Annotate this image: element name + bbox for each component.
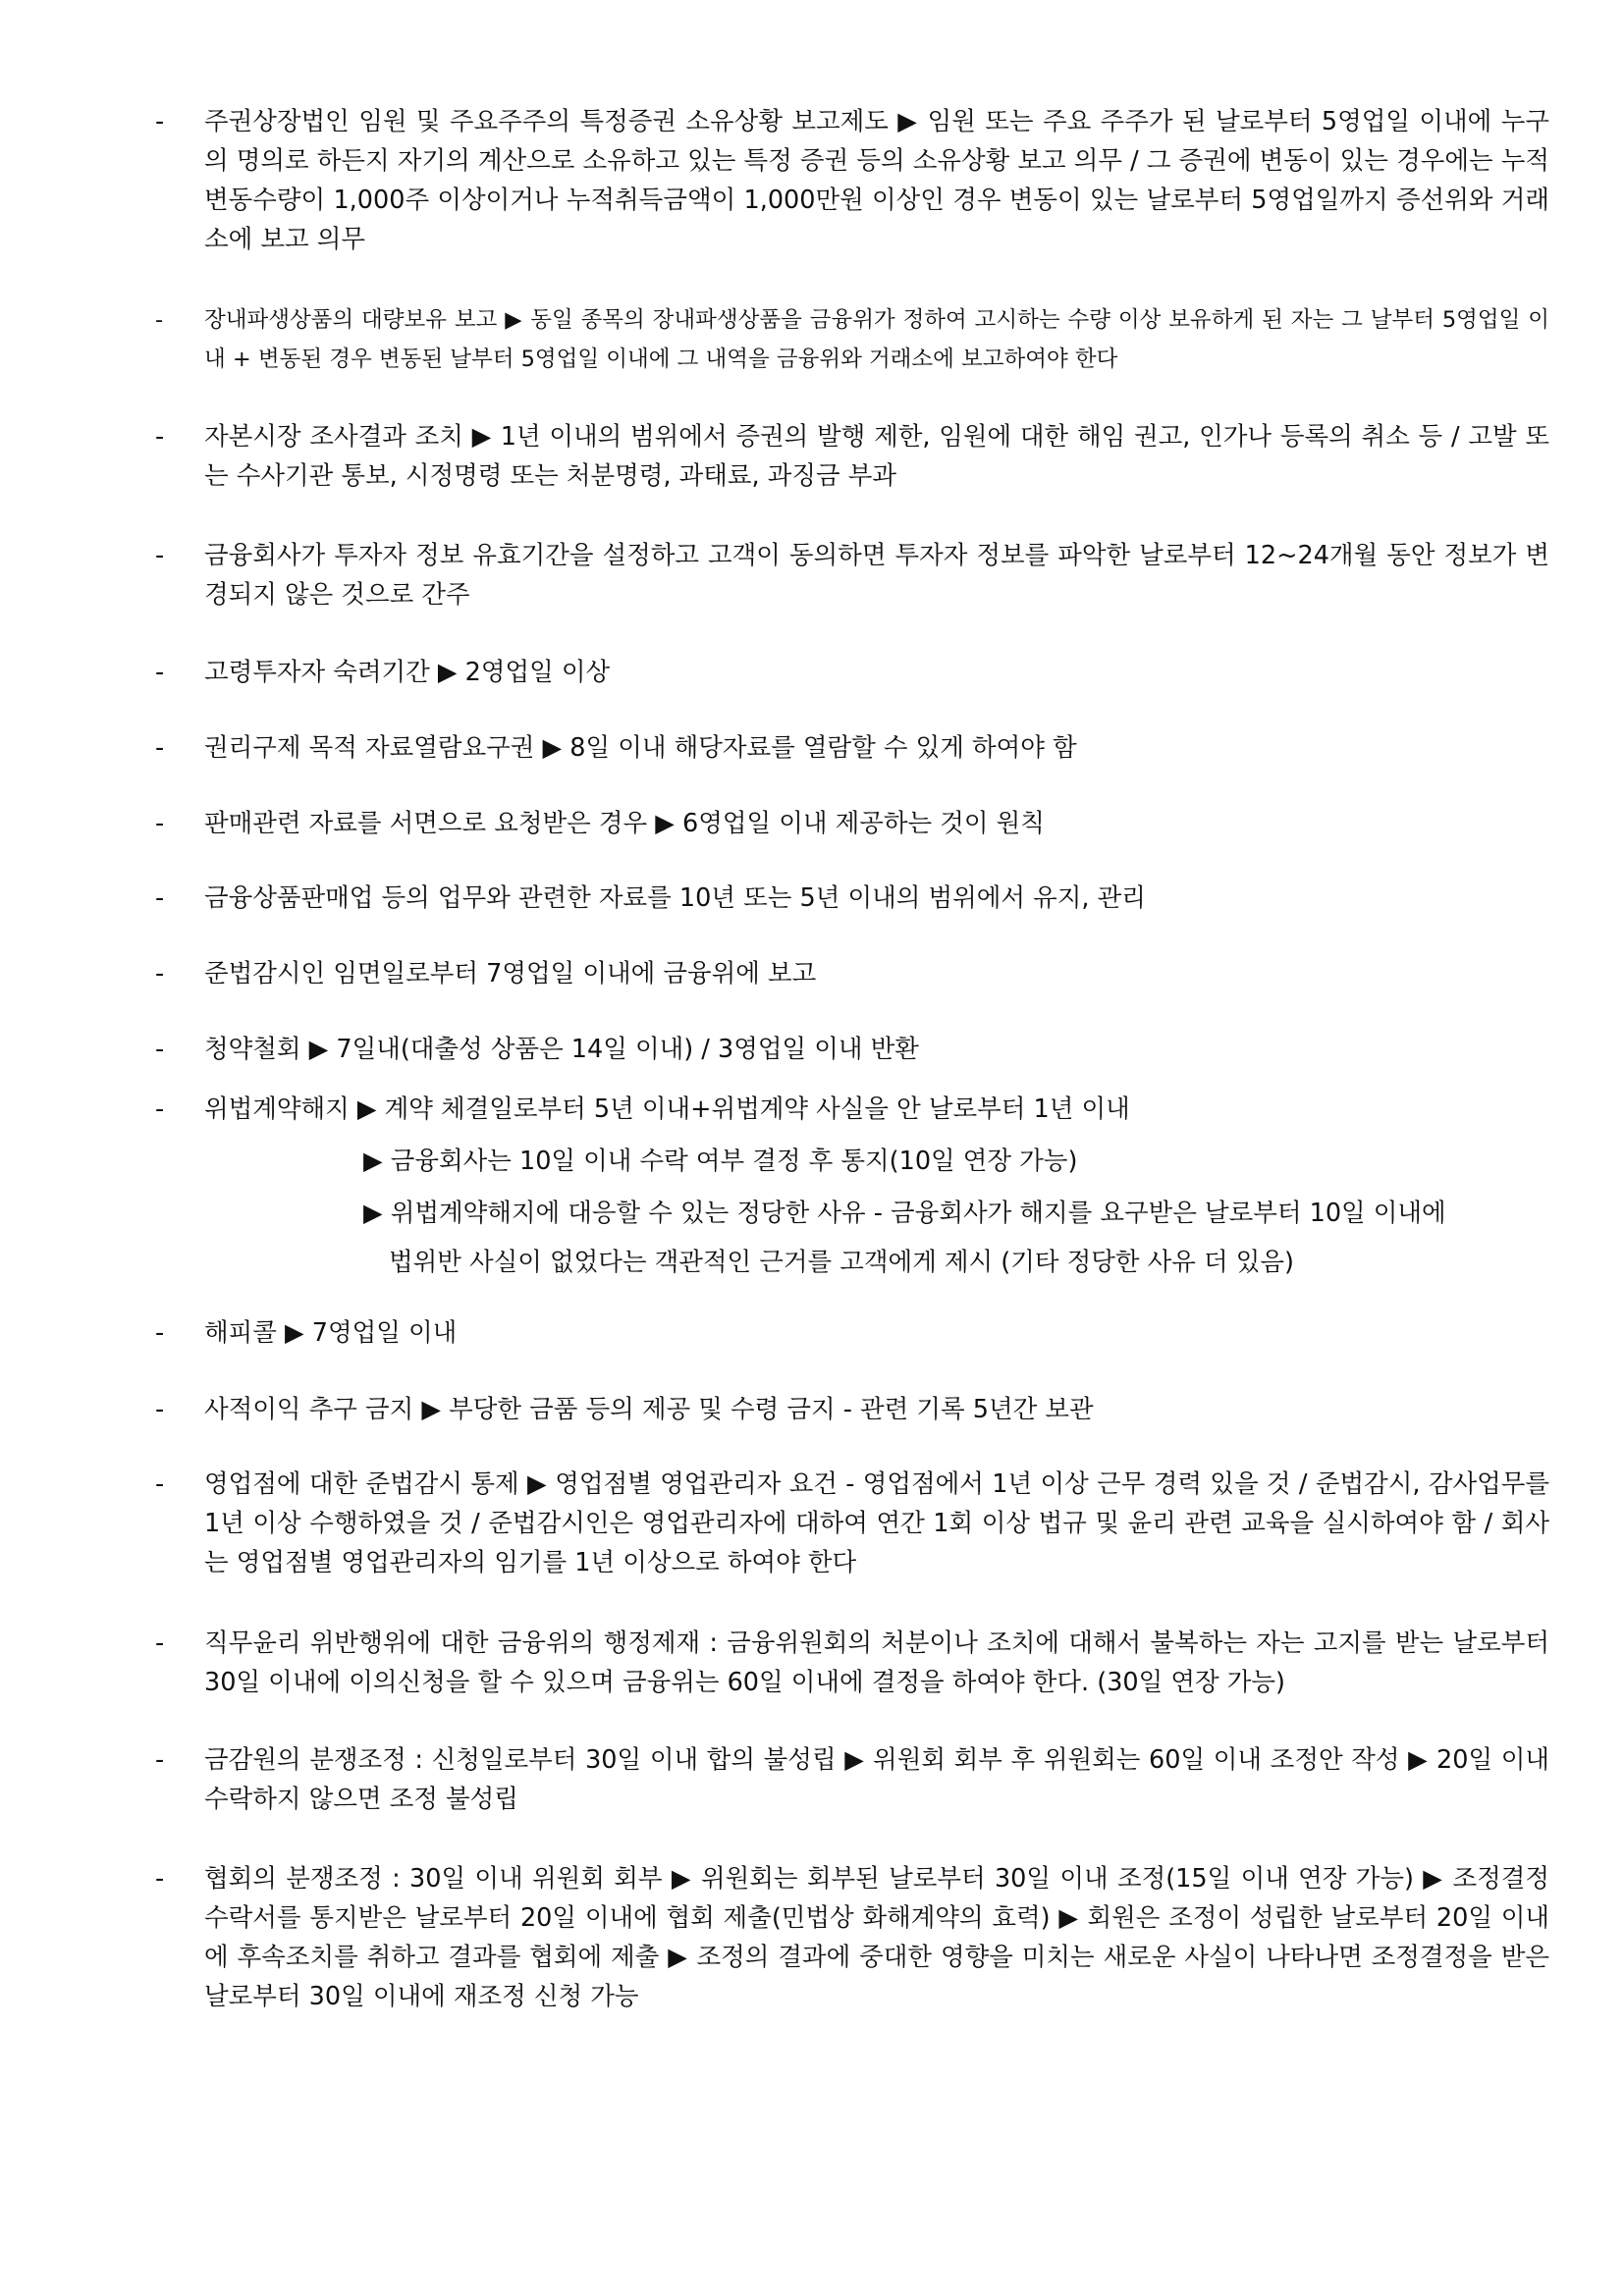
bullet-dash: - [155,809,165,838]
list-item [155,1859,1549,2024]
bullet-dash: - [155,107,165,136]
item-text: 위법계약해지 ▶ 계약 체결일로부터 5년 이내+위법계약 사실을 안 날로부터 1년 이내 [204,1095,1130,1124]
item-text: 준법감시인 임면일로부터 7영업일 이내에 금융위에 보고 [204,959,817,988]
list-item [155,300,1549,383]
item-text: 금감원의 분쟁조정 : 신청일로부터 30일 이내 합의 불성립 ▶ 위원회 회부 후 위원회는 60일 이내 조정안 작성 ▶ 20일 이내 수락하지 않으면 조정 불성립 [204,1745,1549,1814]
item-text: 영업점에 대한 준법감시 통제 ▶ 영업점별 영업관리자 요건 - 영업점에서 1년 이상 근무 경력 있을 것 / 준법감시, 감사업무를 1년 이상 수행하였을 것 / 준법감시인은 영업관리자에 대하여 연간 1회 이상 법규 및 윤리 관련 교육을 실시하여야 함 / 회사는 영업점별 영업관리자의 임기를 1년 이상으로 하여야 한다 [204,1469,1549,1577]
item-text: 직무윤리 위반행위에 대한 금융위의 행정제재 : 금융위원회의 처분이나 조치에 대해서 불복하는 자는 고지를 받는 날로부터 30일 이내에 이의신청을 할 수 있으며 금융위는 60일 이내에 결정을 하여야 한다. (30일 연장 가능) [204,1629,1549,1697]
bullet-dash: - [155,1035,165,1064]
item-text: 청약철회 ▶ 7일내(대출성 상품은 14일 이내) / 3영업일 이내 반환 [204,1035,919,1064]
bullet-dash: - [155,422,165,452]
bullet-dash: - [155,1318,165,1348]
bullet-dash: - [155,959,165,988]
item-text: 금융상품판매업 등의 업무와 관련한 자료를 10년 또는 5년 이내의 범위에서 유지, 관리 [204,883,1146,913]
list-item [155,1740,1549,1823]
item-text: 장내파생상품의 대량보유 보고 ▶ 동일 종목의 장내파생상품을 금융위가 정하여 고시하는 수량 이상 보유하게 된 자는 그 날부터 5영업일 이내 + 변동된 경우 변동된 날부터 5영업일 이내에 그 내역을 금융위와 거래소에 보고하여야 한다 [204,307,1549,372]
bullet-dash: - [155,1629,165,1658]
list-item [155,102,1549,269]
item-text: 주권상장법인 임원 및 주요주주의 특정증권 소유상황 보고제도 ▶ 임원 또는 주요 주주가 된 날로부터 5영업일 이내에 누구의 명의로 하든지 자기의 계산으로 소유하고 있는 특정 증권 등의 소유상황 보고 의무 / 그 증권에 변동이 있는 경우에는 누적 변동수량이 1,000주 이상이거나 누적취득금액이 1,000만원 이상인 경우 변동이 있는 날로부터 5영업일까지 증선위와 거래소에 보고 의무 [204,107,1549,254]
sub-point: ▶ 금융회사는 10일 이내 수락 여부 결정 후 통지(10일 연장 가능) [363,1147,1078,1176]
item-text: 해피콜 ▶ 7영업일 이내 [204,1318,458,1348]
bullet-dash: - [155,1469,165,1499]
bullet-dash: - [155,883,165,913]
bullet-dash: - [155,733,165,763]
item-text: 판매관련 자료를 서면으로 요청받은 경우 ▶ 6영업일 이내 제공하는 것이 원칙 [204,809,1045,838]
item-text: 고령투자자 숙려기간 ▶ 2영업일 이상 [204,658,611,687]
sub-point: ▶ 위법계약해지에 대응할 수 있는 정당한 사유 - 금융회사가 해지를 요구받은 날로부터 10일 이내에 [363,1199,1446,1228]
item-text: 협회의 분쟁조정 : 30일 이내 위원회 회부 ▶ 위원회는 회부된 날로부터 30일 이내 조정(15일 이내 연장 가능) ▶ 조정결정수락서를 통지받은 날로부터 20일 이내에 협회 제출(민법상 화해계약의 효력) ▶ 회원은 조정이 성립한 날로부터 20일 이내에 후속조치를 취하고 결과를 협회에 제출 ▶ 조정의 결과에 중대한 영향을 미치는 새로운 사실이 나타나면 조정결정을 받은 날로부터 30일 이내에 재조정 신청 가능 [204,1864,1549,2011]
list-item [155,1465,1549,1588]
item-text: 금융회사가 투자자 정보 유효기간을 설정하고 고객이 동의하면 투자자 정보를 파악한 날로부터 12~24개월 동안 정보가 변경되지 않은 것으로 간주 [204,541,1549,610]
bullet-dash: - [155,658,165,687]
bullet-dash: - [155,1864,165,1894]
list-item [155,536,1549,618]
item-text: 사적이익 추구 금지 ▶ 부당한 금품 등의 제공 및 수령 금지 - 관련 기록 5년간 보관 [204,1395,1094,1424]
bullet-dash: - [155,1395,165,1424]
item-text: 자본시장 조사결과 조치 ▶ 1년 이내의 범위에서 증권의 발행 제한, 임원에 대한 해임 권고, 인가나 등록의 취소 등 / 고발 또는 수사기관 통보, 시정명령 또는 처분명령, 과태료, 과징금 부과 [204,422,1549,491]
bullet-dash: - [155,307,164,333]
list-item [155,417,1549,500]
list-item [155,1624,1549,1706]
bullet-dash: - [155,541,165,570]
bullet-dash: - [155,1095,165,1124]
item-text: 권리구제 목적 자료열람요구권 ▶ 8일 이내 해당자료를 열람할 수 있게 하여야 함 [204,733,1077,763]
sub-point-continuation: 법위반 사실이 없었다는 객관적인 근거를 고객에게 제시 (기타 정당한 사유 더 있음) [389,1248,1294,1277]
bullet-dash: - [155,1745,165,1775]
